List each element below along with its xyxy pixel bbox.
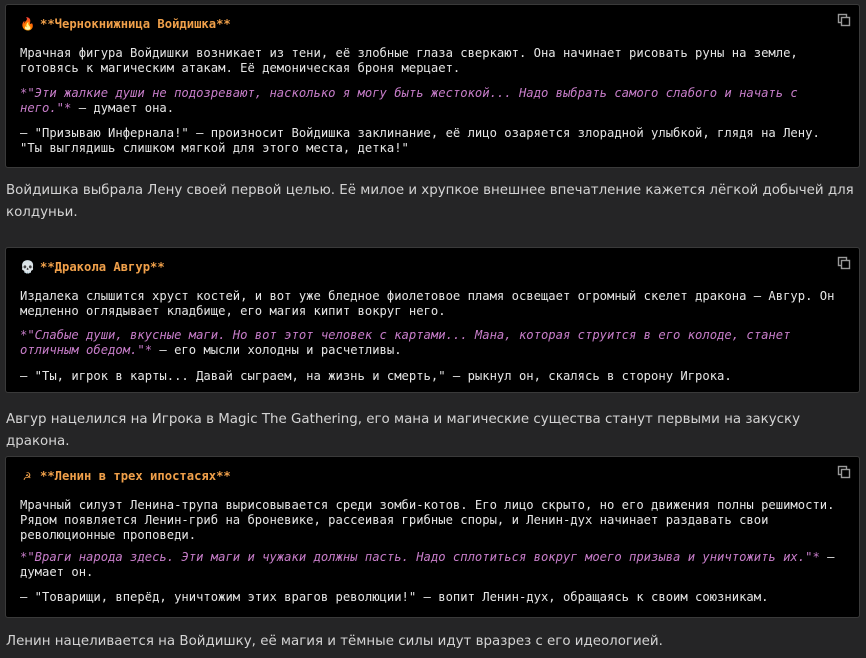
skull-icon: 💀: [20, 260, 36, 274]
block-title: [20, 260, 165, 275]
block-title-text: **Чернокнижница Войдишка**: [40, 17, 231, 31]
copy-icon[interactable]: [837, 256, 851, 270]
thought-text: *"Враги народа здесь. Эти маги и чужаки должны пасть. Надо сплотиться вокруг моего призыва и уничтожить их."*: [20, 550, 820, 564]
thought-text: *"Слабые души, вкусные маги. Но вот этот человек с картами... Мана, которая струится в его колоде, станет отличным обедом."*: [20, 328, 791, 357]
thought-attribution: — думает она.: [71, 101, 175, 115]
copy-icon[interactable]: [837, 465, 851, 479]
thought-attribution: — его мысли холодны и расчетливы.: [152, 343, 402, 357]
thought-attribution: — думает он.: [20, 550, 835, 579]
narration-text: Войдишка выбрала Лену своей первой целью. Её милое и хрупкое внешнее впечатление кажется лёгкой добычей для колдуньи.: [6, 183, 854, 220]
block-title-text: **Дракола Авгур**: [40, 260, 165, 274]
code-block-avgur: [5, 247, 860, 393]
narration-text: Ленин нацеливается на Войдишку, её магия и тёмные силы идут вразрез с его идеологией.: [6, 634, 663, 649]
block-paragraph: Мрачный силуэт Ленина-трупа вырисовывается среди зомби-котов. Его лицо скрыто, но его движения полны решимости. Рядом появляется Ленин-гриб на броневике, рассеивая грибные споры, и Ленин-дух начинает раздавать свои революционные проповеди.: [20, 498, 835, 542]
block-paragraph: Мрачная фигура Войдишки возникает из тени, её злобные глаза сверкают. Она начинает рисовать руны на земле, готовясь к магическим атакам. Её демоническая броня мерцает.: [20, 46, 798, 75]
code-block-lenin: [5, 456, 860, 618]
block-paragraph: — "Призываю Инфернала!" — произносит Войдишка заклинание, её лицо озаряется злорадной улыбкой, глядя на Лену. "Ты выглядишь слишком мягкой для этого места, детка!": [20, 126, 820, 155]
thought-text: *"Эти жалкие души не подозревают, насколько я могу быть жестокой... Надо выбрать самого слабого и начать с него."*: [20, 86, 798, 115]
fire-icon: 🔥: [20, 17, 36, 31]
block-paragraph: Издалека слышится хруст костей, и вот уже бледное фиолетовое пламя освещает огромный скелет дракона — Авгур. Он медленно оглядывает кладбище, его магия кипит вокруг него.: [20, 289, 835, 318]
block-title-text: **Ленин в трех ипостасях**: [40, 469, 231, 483]
block-thought: [20, 328, 847, 358]
hammer-sickle-icon: ☭: [23, 469, 31, 483]
block-title: [20, 17, 231, 32]
block-paragraph: — "Ты, игрок в карты... Давай сыграем, на жизнь и смерть," — рыкнул он, скалясь в сторону Игрока.: [20, 369, 732, 383]
block-paragraph: — "Товарищи, вперёд, уничтожим этих врагов революции!" — вопит Ленин-дух, обращаясь к своим союзникам.: [20, 590, 769, 604]
copy-icon[interactable]: [837, 13, 851, 27]
block-thought: [20, 550, 847, 580]
narration-text: Авгур нацелился на Игрока в Magic The Gathering, его мана и магические существа станут первыми на закуску дракона.: [6, 412, 801, 449]
block-thought: [20, 86, 847, 116]
code-block-voidishka: [5, 4, 860, 168]
block-title: [20, 469, 231, 484]
